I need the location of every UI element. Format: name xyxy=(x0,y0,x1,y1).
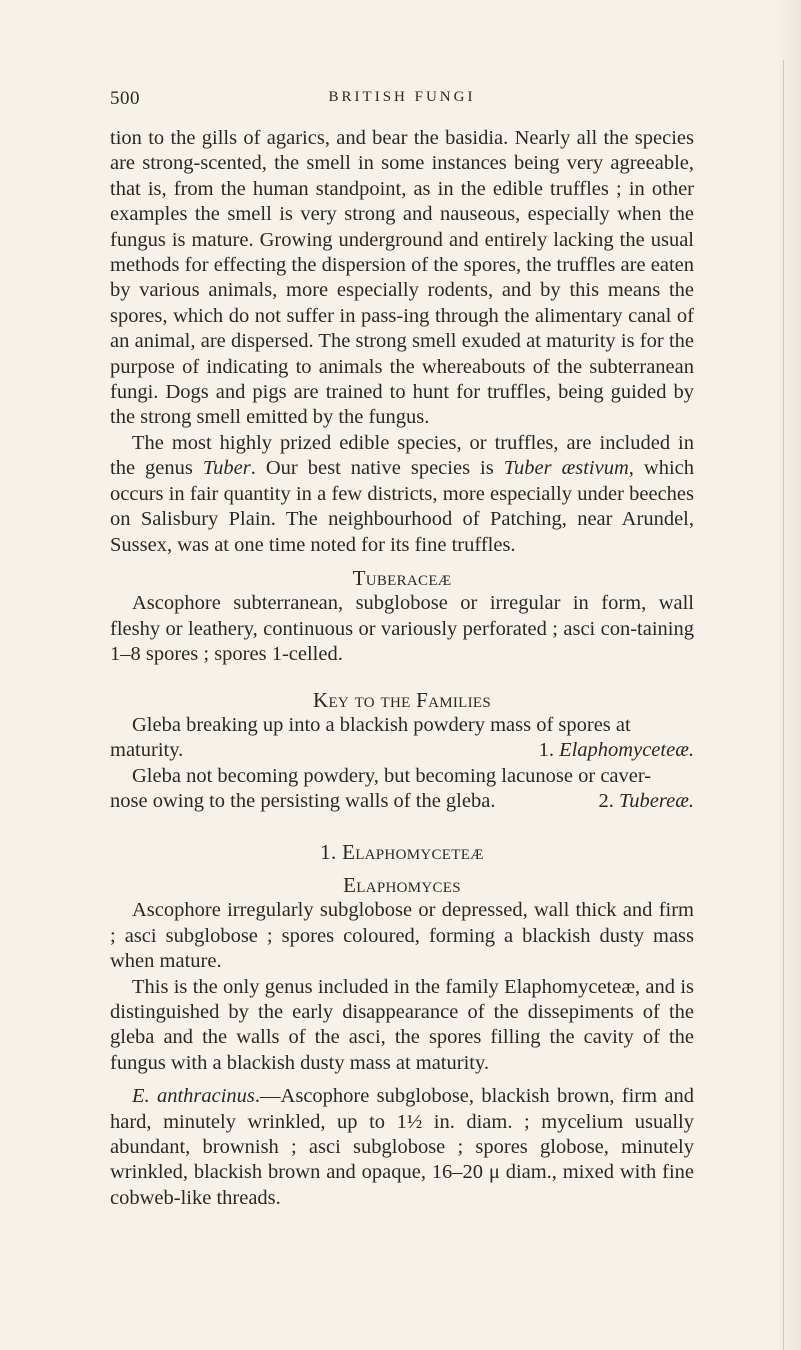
key-ref-number: 1. xyxy=(538,739,560,762)
spacer xyxy=(110,1076,694,1084)
spacer xyxy=(110,815,694,840)
paragraph-tuberaceae: Ascophore subterranean, subglobose or irregular in form, wall fleshy or leathery, continuous or variously perforated ; asci con-taining 1–8 spores ; spores 1-celled. xyxy=(110,592,694,666)
spacer xyxy=(110,865,694,873)
spacer xyxy=(110,668,694,688)
heading-elaphomyces: Elaphomyces xyxy=(343,872,461,897)
key-ref-family: Elaphomyceteæ. xyxy=(559,739,694,762)
heading-tuberaceae: Tuberaceæ xyxy=(352,565,452,590)
page-number: 500 xyxy=(110,88,140,109)
page-body xyxy=(110,126,694,1211)
running-head: BRITISH FUNGI xyxy=(328,89,476,105)
key-ref-number: 2. xyxy=(598,790,620,813)
spacer xyxy=(110,558,694,566)
heading-key: Key to the Families xyxy=(313,687,491,712)
species-name: Tuber æstivum xyxy=(503,457,629,480)
page-header xyxy=(110,88,694,112)
text-run: . Our best native species is xyxy=(250,457,504,480)
paragraph-truffles xyxy=(110,431,694,558)
page-edge-line xyxy=(783,60,784,1350)
species-name: E. anthracinus xyxy=(132,1085,255,1108)
key-entry-1-line: Gleba breaking up into a blackish powdery mass of spores at xyxy=(132,713,631,736)
paragraph-elaphomyces-genus: This is the only genus included in the family Elaphomyceteæ, and is distinguished by the early disappearance of the dissepiments of the gleba and the walls of the asci, the spores filling the cavity of the fungus with a blackish dusty mass at maturity. xyxy=(110,975,694,1074)
text-run: , which occurs in fair quantity in a few districts, more especially under beeches on Salisbury Plain. The neighbourhood of Patching, near Arundel, Sussex, was at one time noted for its fine truffles. xyxy=(110,457,694,556)
key-entry-2-end xyxy=(110,789,694,814)
paragraph-e-anthracinus xyxy=(110,1084,694,1211)
paragraph-elaphomyces-description: Ascophore irregularly subglobose or depressed, wall thick and firm ; asci subglobose ; spores coloured, forming a blackish dusty mass when mature. xyxy=(110,899,694,973)
key-entry-1-text: maturity. xyxy=(110,739,184,762)
key-ref-family: Tubereæ. xyxy=(619,790,694,813)
key-entry-1-ref xyxy=(539,738,694,763)
text-run: .—Ascophore subglobose, blackish brown, firm and hard, minutely wrinkled, up to 1½ in. diam. ; mycelium usually abundant, brownish ; asci subglobose ; spores globose, minutely wrinkled, blackish brown and opaque, 16–20 μ diam., mixed with fine cobweb-like threads. xyxy=(110,1085,694,1209)
key-entry-2-ref xyxy=(599,789,694,814)
key-entry-2-line: Gleba not becoming powdery, but becoming lacunose or caver- xyxy=(132,764,652,787)
paragraph-continuation: tion to the gills of agarics, and bear the basidia. Nearly all the species are strong-scented, the smell in some instances being very agreeable, that is, from the human standpoint, as in the edible truffles ; in other examples the smell is very strong and nauseous, especially when the fungus is mature. Growing underground and entirely lacking the usual methods for effecting the dispersion of the spores, the truffles are eaten by various animals, more especially rodents, and by this means the spores, which do not suffer in pass-ing through the alimentary canal of an animal, are dispersed. The strong smell exuded at maturity is for the purpose of indicating to animals the whereabouts of the subterranean fungi. Dogs and pigs are trained to hunt for truffles, being guided by the strong smell emitted by the fungus. xyxy=(110,127,694,429)
page-edge-shadow xyxy=(775,0,801,1350)
genus-name: Tuber xyxy=(202,457,251,480)
text-run: The most highly prized edible species, or truffles, are included in the genus xyxy=(110,431,694,480)
key-entry-1-end xyxy=(110,738,694,763)
key-entry-2-text: nose owing to the persisting walls of the gleba. xyxy=(110,790,496,813)
heading-elaphomyceteae: 1. Elaphomyceteæ xyxy=(320,839,484,864)
